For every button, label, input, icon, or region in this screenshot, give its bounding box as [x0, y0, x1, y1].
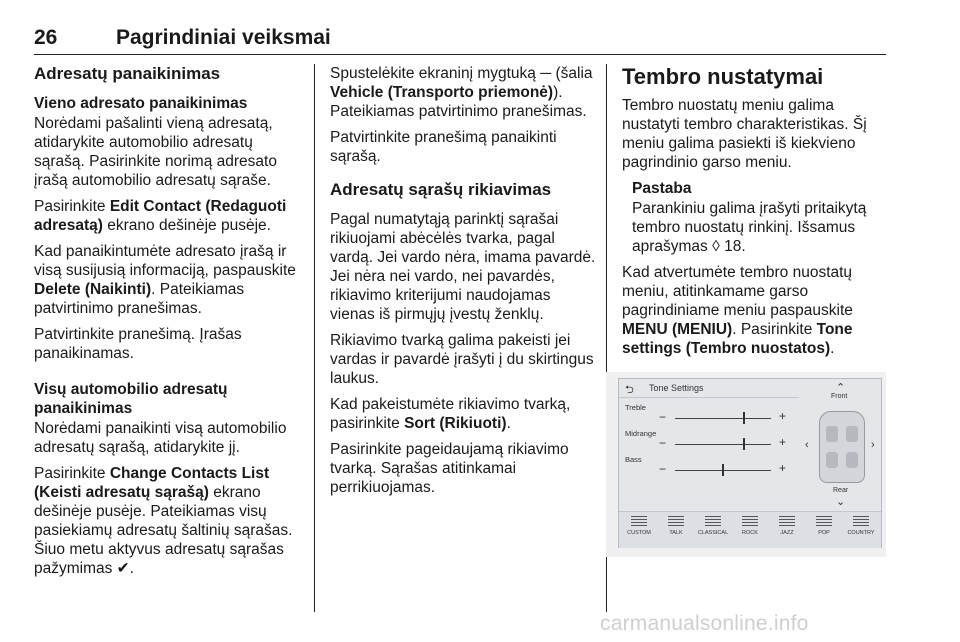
preset-country[interactable]: COUNTRY	[843, 516, 879, 546]
paragraph: Pasirinkite pageidaujamą rikiavimo tvarką. Sąrašas atitinkamai perrikiuojamas.	[330, 441, 569, 496]
section-title-sorting: Adresatų sąrašų rikiavimas	[330, 180, 552, 199]
slider-bass[interactable]	[619, 455, 799, 479]
paragraph: Tembro nuostatų meniu galima nustatyti tembro charakteristikas. Šį meniu galima pasiekti iš kiekvieno pagrindinio garso meniu.	[622, 97, 867, 171]
column-1	[34, 64, 302, 585]
header-rule	[34, 54, 886, 55]
note-text: Parankiniu galima įrašyti pritaikytą tembro nuostatų rinkinį. Išsamus aprašymas ◊ 18.	[632, 200, 867, 255]
car-top-view-icon	[819, 411, 865, 483]
watermark: carmanualsonline.info	[600, 612, 809, 635]
chevron-down-icon[interactable]: ⌄	[836, 496, 846, 508]
equalizer-icon	[779, 516, 795, 526]
slider-knob[interactable]	[743, 412, 745, 424]
equalizer-icon	[705, 516, 721, 526]
preset-classical[interactable]: CLASSICAL	[695, 516, 731, 546]
minus-icon[interactable]: −	[659, 410, 667, 424]
note-title: Pastaba	[632, 180, 692, 197]
equalizer-icon	[853, 516, 869, 526]
paragraph: Patvirtinkite pranešimą. Įrašas panaikinamas.	[34, 326, 242, 362]
paragraph: Rikiavimo tvarką galima pakeisti jei vardas ir pavardė įrašyti į du skirtingus laukus.	[330, 332, 594, 387]
subsection-title-all: Visų automobilio adresatų panaikinimas	[34, 381, 228, 417]
tone-settings-figure	[606, 372, 886, 557]
chevron-left-icon[interactable]: ‹	[805, 439, 809, 451]
subsection-title-single: Vieno adresato panaikinimas	[34, 95, 248, 112]
note-box	[632, 179, 884, 256]
slider-knob[interactable]	[722, 464, 724, 476]
paragraph: Pasirinkite Edit Contact (Redaguoti adresatą) ekrano dešinėje pusėje.	[34, 198, 287, 234]
equalizer-icon	[816, 516, 832, 526]
front-label: Front	[831, 393, 848, 400]
paragraph: Pagal numatytąją parinktį sąrašai rikiuojami abėcėlės tvarka, pagal vardą. Jei vardo nėra, imama pavardė. Jei nėra nei vardo, nei pavardės, rikiavimo kriterijumi naudojamas vienas iš pirmųjų įvestų ženklų.	[330, 211, 596, 323]
chevron-up-icon[interactable]: ⌃	[836, 382, 846, 394]
page-number: 26	[34, 26, 58, 49]
back-icon[interactable]: ⮌	[625, 384, 634, 396]
tone-settings-screen	[618, 378, 882, 548]
title-divider	[619, 397, 799, 398]
slider-track[interactable]	[675, 418, 771, 419]
slider-label: Treble	[625, 403, 646, 412]
chevron-right-icon[interactable]: ›	[871, 439, 875, 451]
preset-jazz[interactable]: JAZZ	[769, 516, 805, 546]
slider-label: Midrange	[625, 429, 657, 438]
paragraph: Spustelėkite ekraninį mygtuką ─ (šalia Vehicle (Transporto priemonė)). Pateikiamas patvirtinimo pranešimas.	[330, 65, 593, 120]
equalizer-icon	[631, 516, 647, 526]
minus-icon[interactable]: −	[659, 436, 667, 450]
preset-rock[interactable]: ROCK	[732, 516, 768, 546]
preset-custom[interactable]: CUSTOM	[621, 516, 657, 546]
plus-icon[interactable]: +	[779, 409, 787, 423]
paragraph: Kad atvertumėte tembro nuostatų meniu, atitinkamame garso pagrindiniame meniu paspauskite MENU (MENIU). Pasirinkite Tone settings (Tembro nuostatos).	[622, 264, 853, 357]
column-2	[330, 64, 598, 504]
slider-treble[interactable]	[619, 403, 799, 427]
paragraph: Kad panaikintumėte adresato įrašą ir visą susijusią informaciją, paspauskite Delete (Naikinti). Pateikiamas patvirtinimo pranešimas.	[34, 243, 296, 317]
preset-bar	[619, 511, 881, 548]
preset-pop[interactable]: POP	[806, 516, 842, 546]
paragraph: Norėdami panaikinti visą automobilio adresatų sąrašą, atidarykite jį.	[34, 420, 287, 456]
paragraph: Pasirinkite Change Contacts List (Keisti adresatų sąrašą) ekrano dešinėje pusėje. Pateikiamas visų pasiekiamų adresatų šaltinių sąrašas. Šiuo metu aktyvus adresatų sąrašas pažymimas ✔.	[34, 465, 293, 577]
slider-midrange[interactable]	[619, 429, 799, 453]
paragraph: Norėdami pašalinti vieną adresatą, atidarykite automobilio adresatų sąrašą. Pasirinkite norimą adresato įrašą automobilio adresatų sąraše.	[34, 115, 277, 189]
plus-icon[interactable]: +	[779, 435, 787, 449]
equalizer-icon	[668, 516, 684, 526]
screen-title: Tone Settings	[649, 383, 704, 393]
rear-label: Rear	[833, 487, 849, 494]
page-title: Pagrindiniai veiksmai	[116, 26, 331, 49]
column-divider-1	[314, 64, 315, 612]
slider-knob[interactable]	[743, 438, 745, 450]
section-title-delete-contacts: Adresatų panaikinimas	[34, 64, 221, 83]
balance-fader-panel[interactable]	[803, 383, 879, 511]
plus-icon[interactable]: +	[779, 461, 787, 475]
column-3	[622, 64, 884, 365]
paragraph: Kad pakeistumėte rikiavimo tvarką, pasirinkite Sort (Rikiuoti).	[330, 396, 571, 432]
paragraph: Patvirtinkite pranešimą panaikinti sąrašą.	[330, 129, 557, 165]
minus-icon[interactable]: −	[659, 462, 667, 476]
slider-label: Bass	[625, 455, 642, 464]
preset-talk[interactable]: TALK	[658, 516, 694, 546]
equalizer-icon	[742, 516, 758, 526]
slider-track[interactable]	[675, 444, 771, 445]
section-title-tone: Tembro nustatymai	[622, 64, 824, 89]
